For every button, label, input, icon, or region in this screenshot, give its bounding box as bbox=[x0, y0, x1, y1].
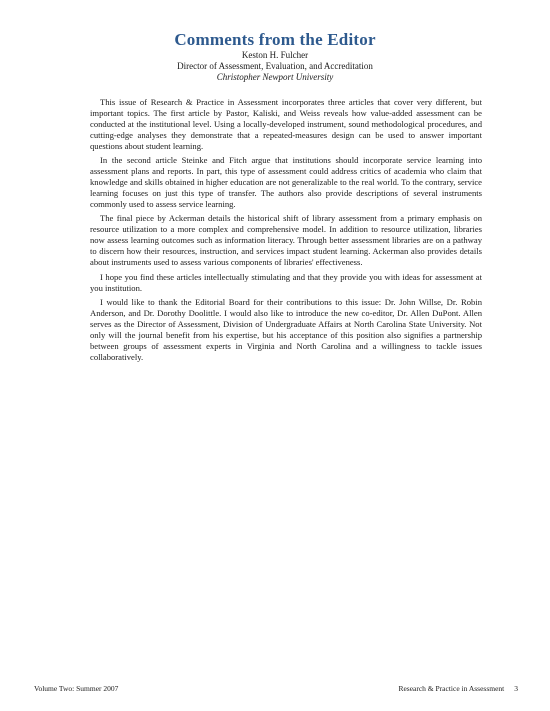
journal-name: Research & Practice in Assessment bbox=[398, 684, 505, 693]
article-body bbox=[90, 97, 482, 366]
paragraph: I hope you find these articles intellectually stimulating and that they provide you with ideas for assessment at you institution. bbox=[90, 271, 482, 293]
footer-right bbox=[398, 684, 518, 693]
paragraph: The final piece by Ackerman details the historical shift of library assessment from a primary emphasis on resource utilization to a more complex and comprehensive model. In addition to resource utilization, libraries now assess learning outcomes such as information literacy. Through better assessment libraries are on a pathway to discern how their resources, instruction, and services impact student learning. Ackerman also provides details about instruments used to assess various components of libraries' effectiveness. bbox=[90, 213, 482, 268]
paragraph: I would like to thank the Editorial Board for their contributions to this issue: Dr. John Willse, Dr. Robin Anderson, and Dr. Dorothy Doolittle. I would also like to introduce the new co-editor, Dr. Allen DuPont. Allen serves as the Director of Assessment, Division of Undergraduate Affairs at North Carolina State University. Not only will the journal benefit from his expertise, but his acceptance of this position also signifies a partnership between groups of assessment experts in Virginia and North Carolina and a willingness to tackle issues collaboratively. bbox=[90, 297, 482, 362]
author-name: Keston H. Fulcher bbox=[241, 50, 309, 60]
volume-label: Volume Two: Summer 2007 bbox=[34, 684, 119, 693]
author-institution: Christopher Newport University bbox=[216, 72, 334, 82]
paragraph: This issue of Research & Practice in Assessment incorporates three articles that cover very different, but important topics. The first article by Pastor, Kaliski, and Weiss reveals how value-added assessment can be conducted at the institutional level. Using a locally-developed instrument, sound methodological procedures, and cutting-edge analyses they demonstrate that a repeated-measures design can be used to answer important questions about student learning. bbox=[90, 97, 482, 151]
author-position: Director of Assessment, Evaluation, and Accreditation bbox=[177, 61, 373, 71]
paragraph: In the second article Steinke and Fitch argue that institutions should incorporate service learning into assessment plans and reports. In part, this type of assessment could address critics of academia who claim that knowledge and skills obtained in higher education are not generalizable to the real world. To the contrary, service learning focuses on just this type of transfer. The authors also provide descriptions of several instruments commonly used to assess service learning. bbox=[90, 155, 482, 209]
page-title: Comments from the Editor bbox=[174, 30, 376, 49]
page-header bbox=[0, 30, 550, 83]
page-number: 3 bbox=[514, 684, 518, 693]
